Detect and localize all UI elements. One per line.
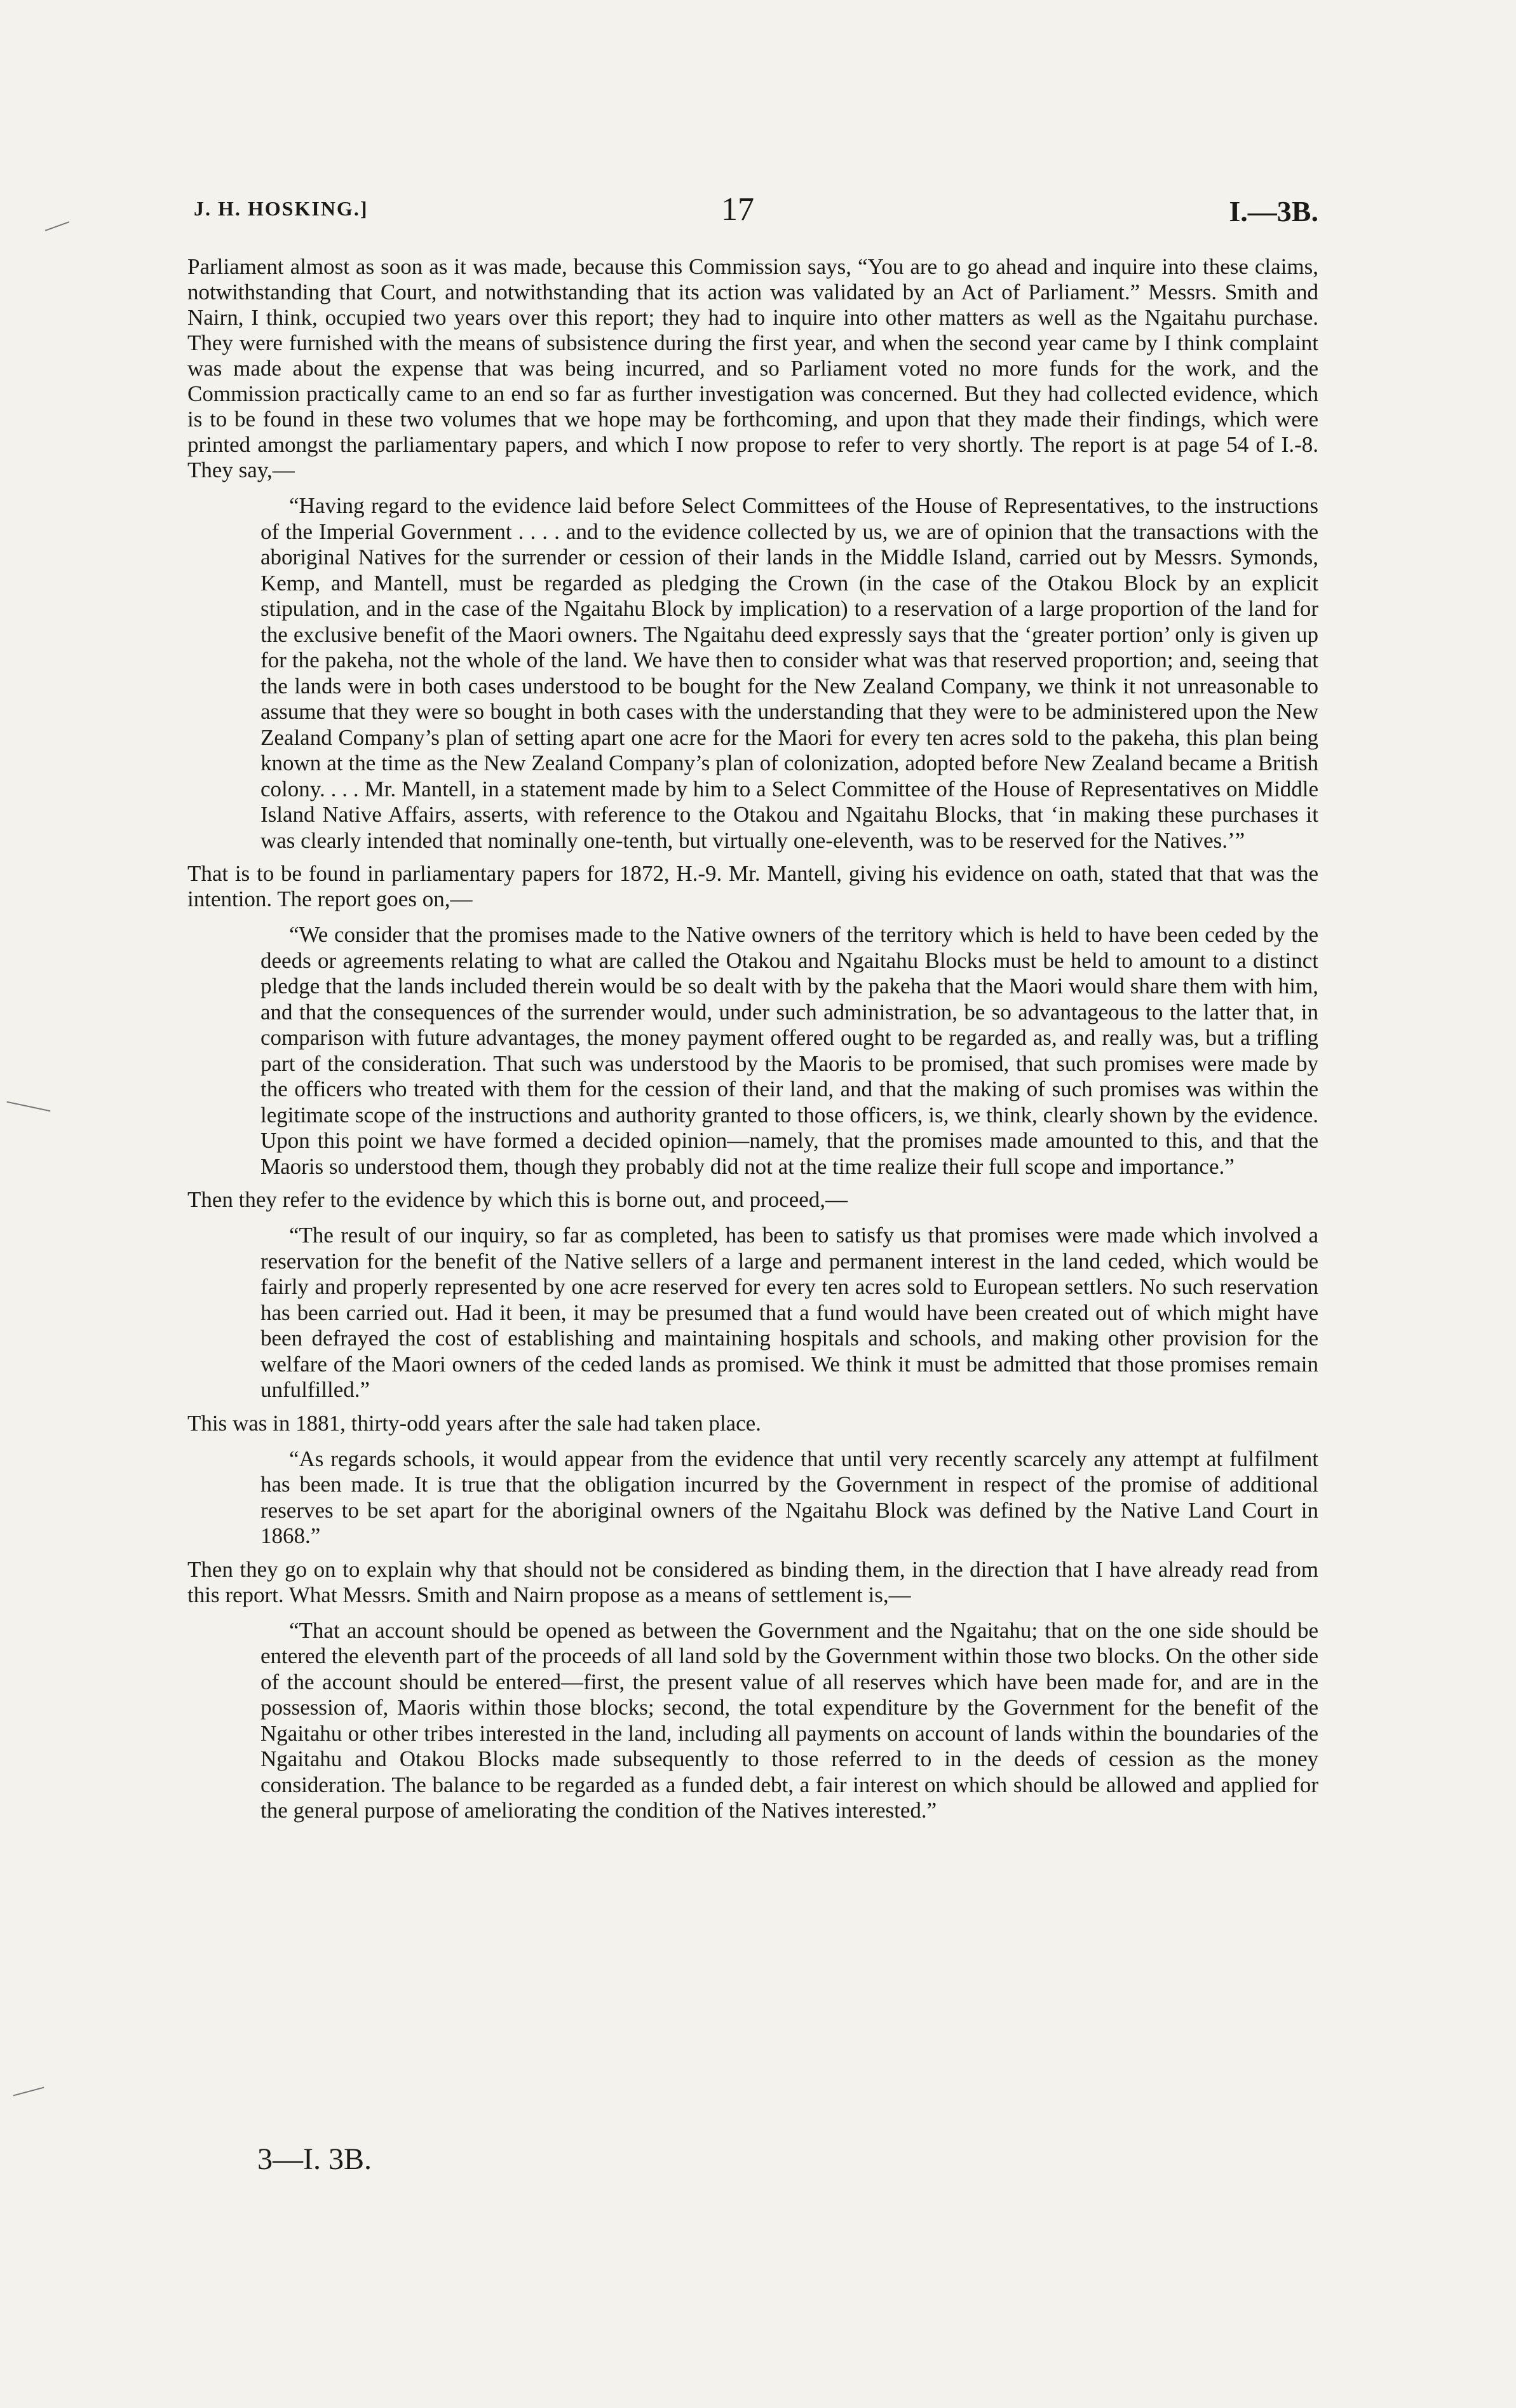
block-quote: “We consider that the promises made to the Native owners of the territory which is held to have been ceded by the deeds or agreements relating to what are called the Otakou and Ngaitahu Blocks must be held to amount to a distinct pledge that the lands included therein would be so dealt with by the pakeha that the Maori would share them with him, and that the consequences of the surrender would, under such administration, be so advantageous to the latter that, in comparison with future advantages, the money payment offered ought to be regarded as, and really was, but a trifling part of the consideration. That such was understood by the Maoris to be promised, that such promises were made by the officers who treated with them for the cession of their land, and that the making of such promises was within the legitimate scope of the instructions and authority granted to those officers, is, we think, clearly shown by the evidence. Upon this point we have formed a decided opinion—namely, that the promises made amounted to this, and that the Maoris so understood them, though they probably did not at the time realize their full scope and importance.” — [261, 922, 1318, 1179]
block-quote: “That an account should be opened as between the Government and the Ngaitahu; that on the one side should be entered the eleventh part of the proceeds of all land sold by the Government within those two blocks. On the other side of the account should be entered—first, the present value of all reserves which have been made for, and are in the possession of, Maoris within those blocks; second, the total expenditure by the Government for the benefit of the Ngaitahu or other tribes interested in the land, including all payments on account of lands within the boundaries of the Ngaitahu and Otakou Blocks made subsequently to those referred to in the deeds of cession as the money consideration. The balance to be regarded as a funded debt, a fair interest on which should be allowed and applied for the general purpose of ameliorating the condition of the Natives interested.” — [261, 1617, 1318, 1823]
block-quote: “As regards schools, it would appear from the evidence that until very recently scarcely any attempt at fulfilment has been made. It is true that the obligation incurred by the Government in respect of the promise of additional reserves to be set apart for the aboriginal owners of the Ngaitahu Block was defined by the Native Land Court in 1868.” — [261, 1446, 1318, 1548]
margin-mark — [45, 221, 69, 231]
margin-mark — [13, 2087, 44, 2097]
block-quote: “Having regard to the evidence laid before Select Committees of the House of Representatives, to the instructions of the Imperial Government . . . . and to the evidence collected by us, we are of opinion that the transactions with the aboriginal Natives for the surrender or cession of their lands in the Middle Island, carried out by Messrs. Symonds, Kemp, and Mantell, must be regarded as pledging the Crown (in the case of the Otakou Block by an explicit stipulation, and in the case of the Ngaitahu Block by implication) to a reservation of a large proportion of the land for the exclusive benefit of the Maori owners. The Ngaitahu deed expressly says that the ‘greater portion’ only is given up for the pakeha, not the whole of the land. We have then to consider what was that reserved proportion; and, seeing that the lands were in both cases understood to be bought for the New Zealand Company, we think it not unreasonable to assume that they were so bought in both cases with the understanding that they were to be administered upon the New Zealand Company’s plan of setting apart one acre for the Maori for every ten acres sold to the pakeha, this plan being known at the time as the New Zealand Company’s plan of colonization, adopted before New Zealand became a British colony. . . . Mr. Mantell, in a statement made by him to a Select Committee of the House of Representatives on Middle Island Native Affairs, asserts, with reference to the Otakou and Ngaitahu Blocks, that ‘in making these purchases it was clearly intended that nominally one-tenth, but virtually one-eleventh, was to be reserved for the Natives.’” — [261, 493, 1318, 853]
paragraph: Then they refer to the evidence by which this is borne out, and proceed,— — [187, 1187, 848, 1212]
page-footer: 3—I. 3B. — [257, 2142, 372, 2176]
paragraph: This was in 1881, thirty-odd years after the sale had taken place. — [187, 1410, 761, 1436]
block-quote: “The result of our inquiry, so far as completed, has been to satisfy us that promises were made which involved a reservation for the benefit of the Native sellers of a large and permanent interest in the land ceded, which would be fairly and properly represented by one acre reserved for every ten acres sold to European settlers. No such reservation has been carried out. Had it been, it may be presumed that a fund would have been created out of which might have been defrayed the cost of establishing and maintaining hospitals and schools, and making other provision for the welfare of the Maori owners of the ceded lands as promised. We think it must be admitted that those promises remain unfulfilled.” — [261, 1223, 1318, 1402]
margin-mark — [7, 1101, 51, 1112]
page-number: 17 — [721, 191, 754, 228]
page-header — [194, 191, 1318, 241]
page-body — [187, 254, 1318, 1832]
paragraph: Then they go on to explain why that should not be considered as binding them, in the direction that I have already read from this report. What Messrs. Smith and Nairn propose as a means of settlement is,— — [187, 1556, 1318, 1607]
paper-reference: I.—3B. — [1229, 195, 1318, 228]
witness-name: J. H. HOSKING.] — [194, 197, 369, 220]
paragraph: Parliament almost as soon as it was made, because this Commission says, “You are to go ahead and inquire into these claims, notwithstanding that Court, and notwithstanding that its action was validated by an Act of Parliament.” Messrs. Smith and Nairn, I think, occupied two years over this report; they had to inquire into other matters as well as the Ngaitahu purchase. They were furnished with the means of subsistence during the first year, and when the second year came by I think complaint was made about the expense that was being incurred, and so Parliament voted no more funds for the work, and the Commission practically came to an end so far as further investigation was concerned. But they had collected evidence, which is to be found in these two volumes that we hope may be forthcoming, and upon that they made their findings, which were printed amongst the parliamentary papers, and which I now propose to refer to very shortly. The report is at page 54 of I.-8. They say,— — [187, 254, 1318, 482]
paragraph: That is to be found in parliamentary papers for 1872, H.-9. Mr. Mantell, giving his evidence on oath, stated that that was the intention. The report goes on,— — [187, 861, 1318, 911]
